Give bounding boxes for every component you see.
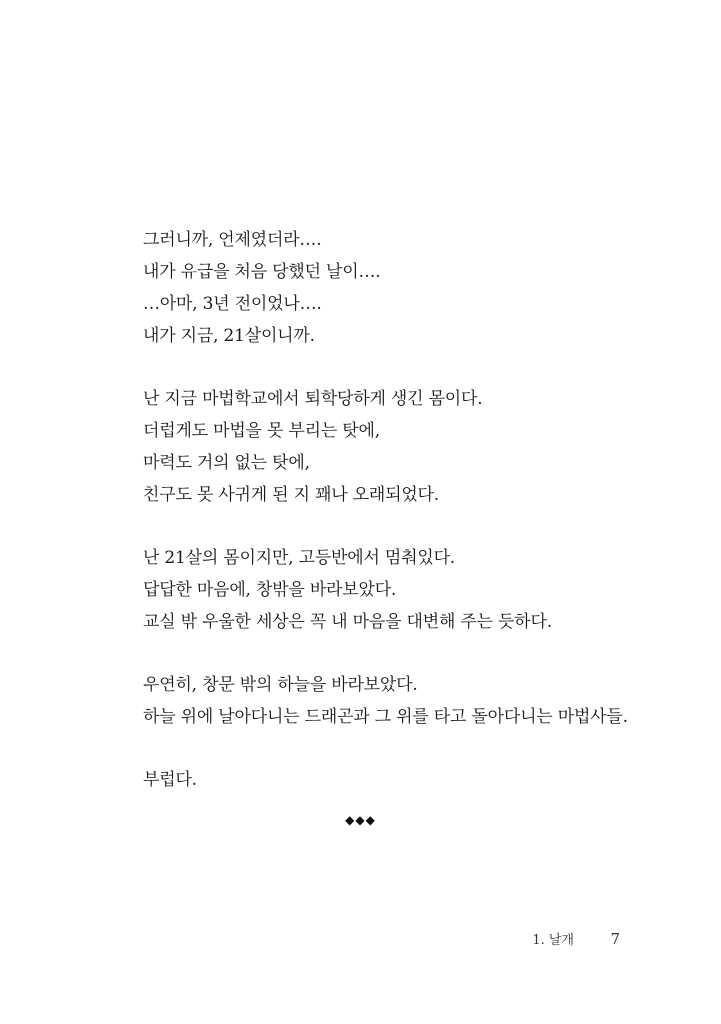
paragraph: [143, 669, 663, 733]
text-line: 교실 밖 우울한 세상은 꼭 내 마음을 대변해 주는 듯하다.: [143, 612, 552, 632]
section-divider: ◆◆◆: [345, 813, 376, 827]
text-line: 내가 유급을 처음 당했던 날이….: [143, 262, 381, 282]
paragraph: [143, 224, 663, 352]
text-line: 친구도 못 사귀게 된 지 꽤나 오래되었다.: [143, 485, 439, 505]
page-footer: [532, 929, 620, 948]
body-text: [143, 224, 663, 796]
paragraph-gap: [143, 638, 663, 669]
text-line: 난 21살의 몸이지만, 고등반에서 멈춰있다.: [143, 548, 456, 568]
paragraph-gap: [143, 352, 663, 383]
text-line: 답답한 마음에, 창밖을 바라보았다.: [143, 580, 397, 600]
text-line: 내가 지금, 21살이니까.: [143, 326, 315, 346]
text-line: 부럽다.: [143, 770, 197, 790]
text-line: 우연히, 창문 밖의 하늘을 바라보았다.: [143, 675, 418, 695]
text-line: 더럽게도 마법을 못 부리는 탓에,: [143, 421, 380, 441]
paragraph: [143, 764, 663, 796]
text-line: 난 지금 마법학교에서 퇴학당하게 생긴 몸이다.: [143, 389, 483, 409]
text-line: …아마, 3년 전이었나….: [143, 294, 322, 314]
paragraph: [143, 383, 663, 511]
paragraph: [143, 542, 663, 638]
text-line: 하늘 위에 날아다니는 드래곤과 그 위를 타고 돌아다니는 마법사들.: [143, 707, 628, 727]
chapter-title: 1. 날개: [532, 933, 574, 948]
paragraph-gap: [143, 511, 663, 542]
text-line: 그러니까, 언제였더라….: [143, 230, 322, 250]
paragraph-gap: [143, 733, 663, 764]
text-line: 마력도 거의 없는 탓에,: [143, 453, 310, 473]
page-number: 7: [610, 930, 620, 948]
